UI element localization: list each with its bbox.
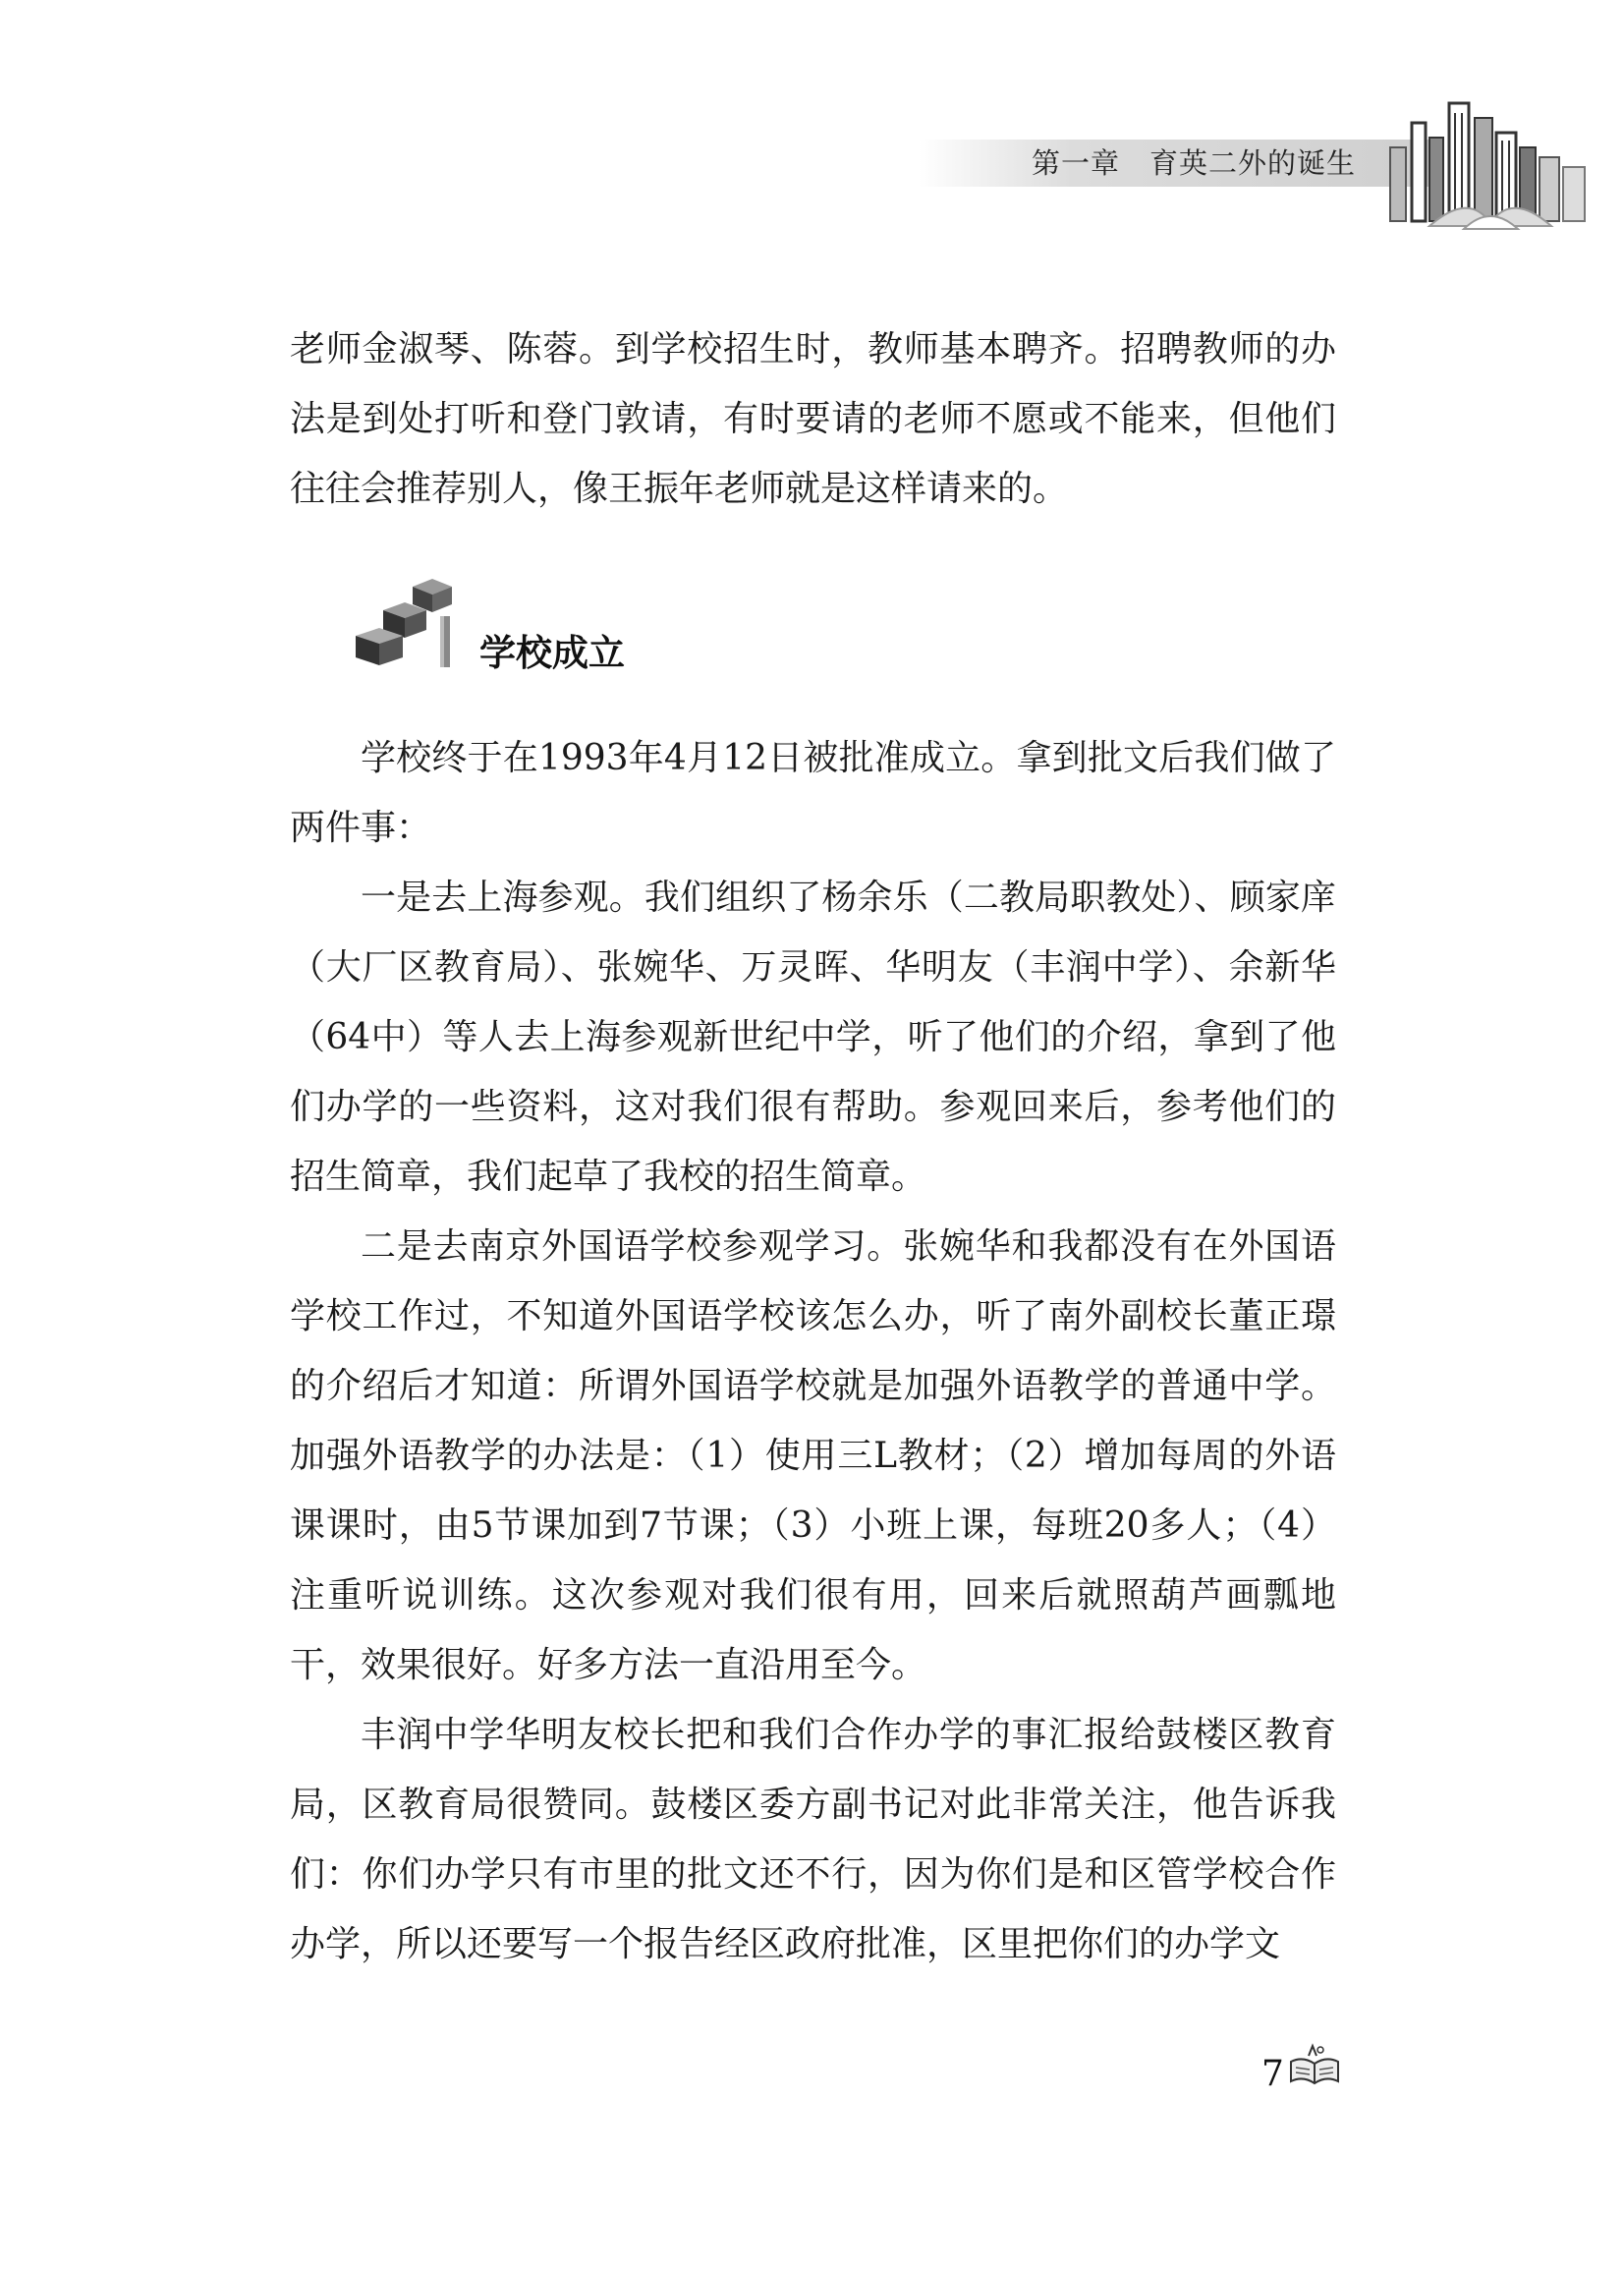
running-header-title: 第一章 育英二外的诞生	[1032, 146, 1357, 180]
body-paragraph: 丰润中学华明友校长把和我们合作办学的事汇报给鼓楼区教育局，区教育局很赞同。鼓楼区委方副书记对此非常关注，他告诉我们：你们办学只有市里的批文还不行，因为你们是和区管学校合作办学，所以还要写一个报告经区政府批准，区里把你们的办学文	[290, 1715, 1336, 1964]
page-number: 7	[1261, 2054, 1284, 2094]
body-paragraph: 老师金淑琴、陈蓉。到学校招生时，教师基本聘齐。招聘教师的办法是到处打听和登门敦请，有时要请的老师不愿或不能来，但他们往往会推荐别人，像王振年老师就是这样请来的。	[290, 329, 1336, 509]
body-paragraph: 一是去上海参观。我们组织了杨余乐（二教局职教处）、顾家庠（大厂区教育局）、张婉华、万灵晖、华明友（丰润中学）、余新华（64中）等人去上海参观新世纪中学，听了他们的介绍，拿到了他们办学的一些资料，这对我们很有帮助。参观回来后，参考他们的招生简章，我们起草了我校的招生简章。	[290, 878, 1336, 1197]
stacked-blocks-icon	[354, 575, 467, 673]
section-title: 学校成立	[479, 632, 625, 674]
body-paragraph: 学校终于在1993年4月12日被批准成立。拿到批文后我们做了两件事：	[290, 738, 1336, 848]
city-buildings-icon	[1371, 93, 1611, 231]
open-book-icon	[1287, 2042, 1342, 2087]
body-paragraph: 二是去南京外国语学校参观学习。张婉华和我都没有在外国语学校工作过，不知道外国语学校该怎么办，听了南外副校长董正璟的介绍后才知道：所谓外国语学校就是加强外语教学的普通中学。加强外语教学的办法是：（1）使用三L教材；（2）增加每周的外语课课时，由5节课加到7节课；（3）小班上课，每班20多人；（4）注重听说训练。这次参观对我们很有用，回来后就照葫芦画瓢地干，效果很好。好多方法一直沿用至今。	[290, 1226, 1336, 1685]
